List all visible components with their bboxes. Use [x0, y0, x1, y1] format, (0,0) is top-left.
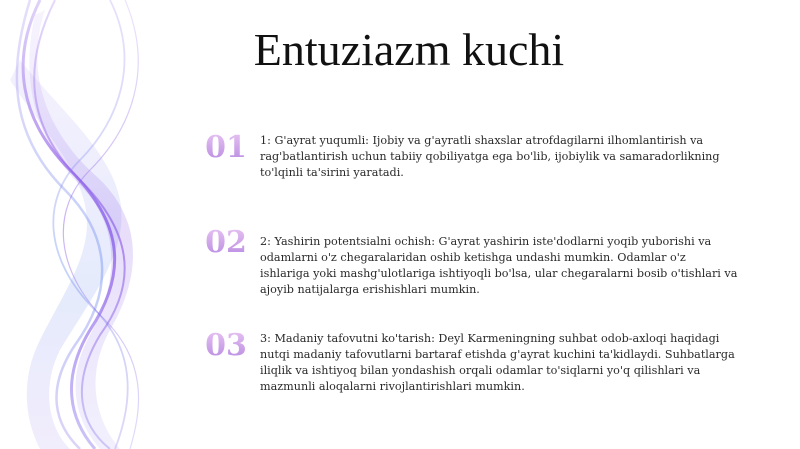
item-text: 1: G'ayrat yuqumli: Ijobiy va g'ayratli shaxslar atrofdagilarni ilhomlantirish va rag'batlantirish uchun tabiiy qobiliyatga ega bo'lib, ijobiylik va samaradorlikning to'lqinli ta'sirini yaratadi.	[260, 134, 720, 179]
item-text: 3: Madaniy tafovutni ko'tarish: Deyl Karmeningning suhbat odob-axloqi haqidagi nutqi madaniy tafovutlarni bartaraf etishda g'ayrat kuchini ta'kidlaydi. Suhbatlarga iliqlik va ishtiyoq bilan yondashish orqali odamlar to'siqlarni yo'q qilishlari va mazmunli aloqalarni rivojlantirishlari mumkin.	[260, 332, 735, 393]
item-text: 2: Yashirin potentsialni ochish: G'ayrat yashirin iste'dodlarni yoqib yuborishi va odamlarni o'z chegaralaridan oshib ketishga undashi mumkin. Odamlar o'z ishlariga yoki mashg'ulotlariga ishtiyoqli bo'lsa, ular chegaralarni bosib o'tishlari va ajoyib natijalarga erishishlari mumkin.	[260, 235, 738, 296]
item-number: 03	[195, 329, 257, 363]
item-number: 02	[195, 226, 257, 260]
item-number: 01	[195, 131, 257, 165]
slide-title: Entuziazm kuchi	[253, 24, 565, 75]
